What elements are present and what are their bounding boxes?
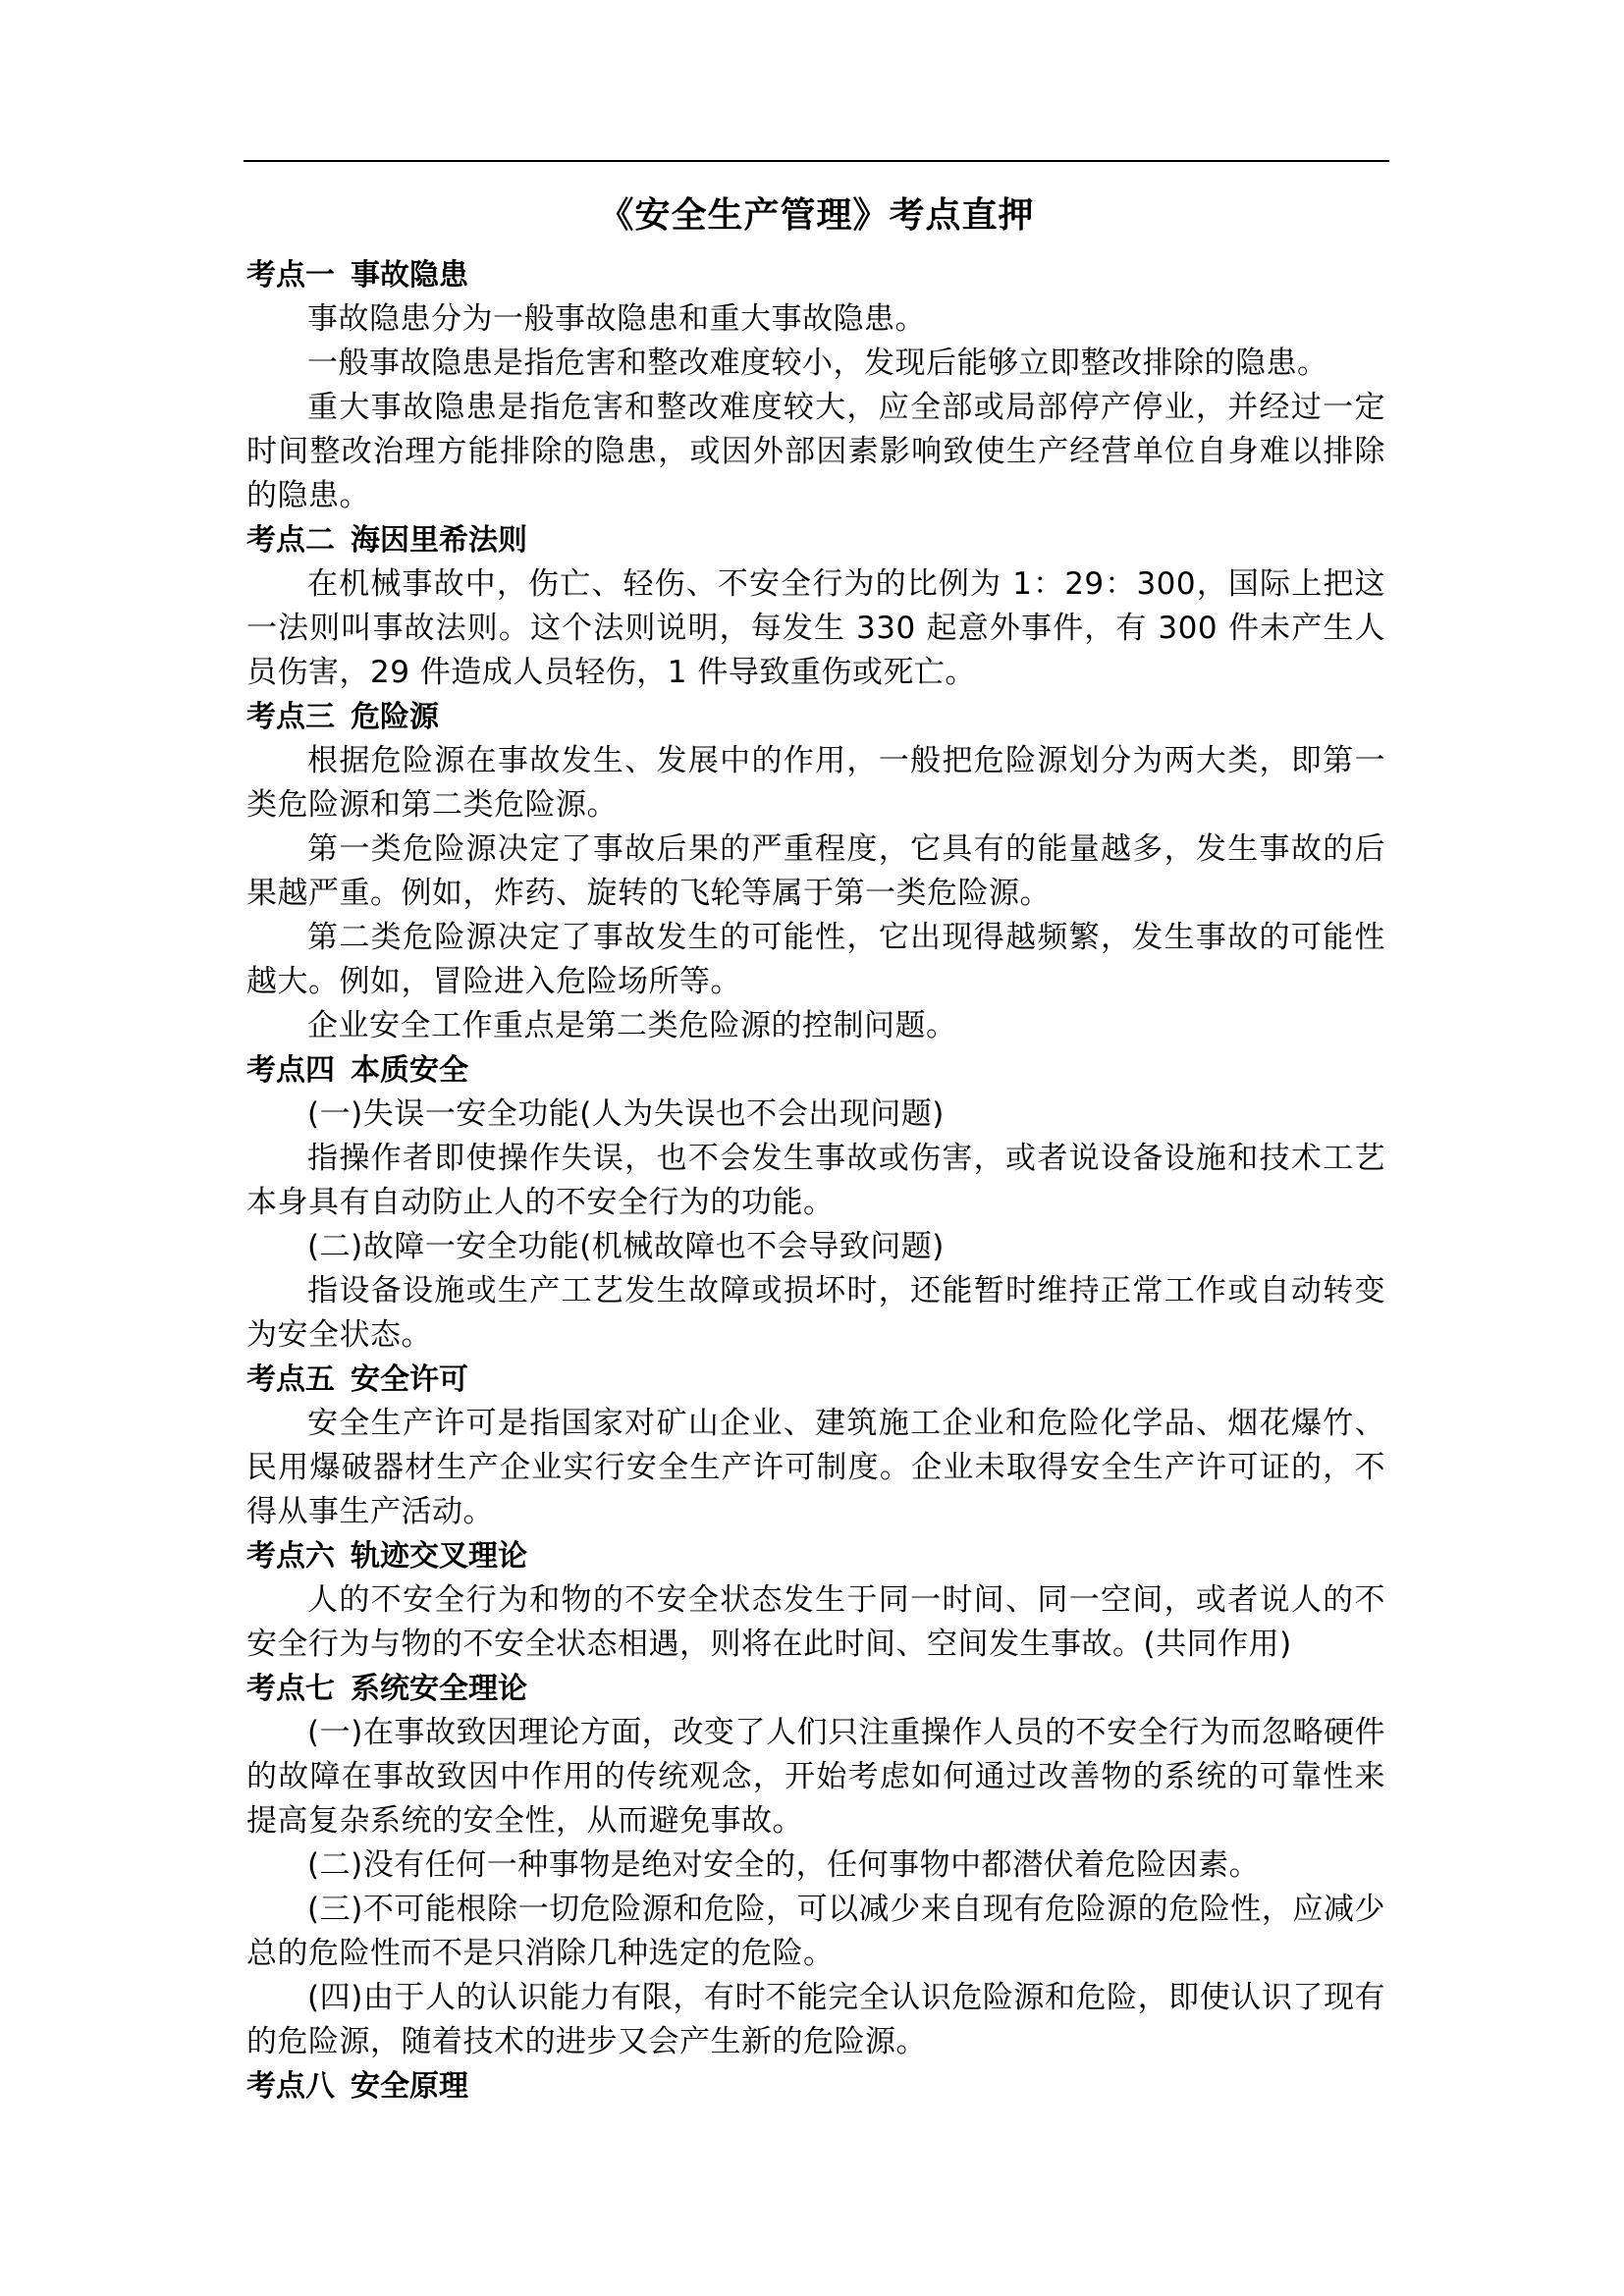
section-number: 考点一 bbox=[246, 258, 335, 293]
section-paragraph: 根据危险源在事故发生、发展中的作用，一般把危险源划分为两大类，即第一类危险源和第二类危险源。 bbox=[246, 743, 1385, 823]
section-number: 考点七 bbox=[246, 1672, 335, 1706]
section-number: 考点三 bbox=[246, 700, 335, 734]
section-paragraph: (三)不可能根除一切危险源和危险，可以减少来自现有危险源的危险性，应减少总的危险性而不是只消除几种选定的危险。 bbox=[246, 1892, 1385, 1971]
section-heading bbox=[246, 695, 1385, 739]
section-heading bbox=[246, 518, 1385, 562]
section-heading bbox=[246, 1048, 1385, 1093]
section-title: 海因里希法则 bbox=[351, 523, 527, 558]
section-title: 本质安全 bbox=[351, 1053, 468, 1088]
section-paragraph: 指操作者即使操作失误，也不会发生事故或伤害，或者说设备设施和技术工艺本身具有自动防止人的不安全行为的功能。 bbox=[246, 1141, 1385, 1220]
section-title: 安全许可 bbox=[351, 1362, 468, 1397]
document-body bbox=[246, 253, 1385, 2109]
section-paragraph: (一)在事故致因理论方面，改变了人们只注重操作人员的不安全行为而忽略硬件的故障在事故致因中作用的传统观念，开始考虑如何通过改善物的系统的可靠性来提高复杂系统的安全性，从而避免事故。 bbox=[246, 1715, 1385, 1839]
section-number: 考点八 bbox=[246, 2069, 335, 2104]
section-paragraph: (一)失误一安全功能(人为失误也不会出现问题) bbox=[307, 1096, 945, 1132]
section-heading bbox=[246, 1358, 1385, 1402]
section-heading bbox=[246, 1667, 1385, 1711]
section-title: 事故隐患 bbox=[351, 258, 468, 293]
section-paragraph: 人的不安全行为和物的不安全状态发生于同一时间、同一空间，或者说人的不安全行为与物的不安全状态相遇，则将在此时间、空间发生事故。(共同作用) bbox=[246, 1582, 1385, 1662]
section-number: 考点四 bbox=[246, 1053, 335, 1088]
header-rule bbox=[244, 160, 1389, 162]
section-paragraph: 第一类危险源决定了事故后果的严重程度，它具有的能量越多，发生事故的后果越严重。例如，炸药、旋转的飞轮等属于第一类危险源。 bbox=[246, 831, 1385, 911]
section-number: 考点二 bbox=[246, 523, 335, 558]
section-paragraph: 安全生产许可是指国家对矿山企业、建筑施工企业和危险化学品、烟花爆竹、民用爆破器材生产企业实行安全生产许可制度。企业未取得安全生产许可证的，不得从事生产活动。 bbox=[246, 1406, 1385, 1529]
section-title: 安全原理 bbox=[351, 2069, 468, 2104]
section-paragraph: 一般事故隐患是指危害和整改难度较小，发现后能够立即整改排除的隐患。 bbox=[307, 346, 1328, 381]
section-heading bbox=[246, 1534, 1385, 1578]
section-heading bbox=[246, 253, 1385, 297]
section-paragraph: (四)由于人的认识能力有限，有时不能完全认识危险源和危险，即使认识了现有的危险源，随着技术的进步又会产生新的危险源。 bbox=[246, 1980, 1385, 2059]
section-paragraph: 第二类危险源决定了事故发生的可能性，它出现得越频繁，发生事故的可能性越大。例如，冒险进入危险场所等。 bbox=[246, 920, 1385, 999]
document-title: 《安全生产管理》考点直押 bbox=[598, 195, 1035, 236]
section-paragraph: 重大事故隐患是指危害和整改难度较大，应全部或局部停产停业，并经过一定时间整改治理方能排除的隐患，或因外部因素影响致使生产经营单位自身难以排除的隐患。 bbox=[246, 390, 1385, 513]
section-paragraph: 企业安全工作重点是第二类危险源的控制问题。 bbox=[307, 1008, 957, 1043]
section-number: 考点六 bbox=[246, 1539, 335, 1574]
section-paragraph: (二)故障一安全功能(机械故障也不会导致问题) bbox=[307, 1229, 945, 1264]
section-number: 考点五 bbox=[246, 1362, 335, 1397]
section-paragraph: 在机械事故中，伤亡、轻伤、不安全行为的比例为 1：29：300，国际上把这一法则叫事故法则。这个法则说明，每发生 330 起意外事件，有 300 件未产生人员伤害，29 件造成人员轻伤，1 件导致重伤或死亡。 bbox=[246, 566, 1385, 690]
section-title: 危险源 bbox=[351, 700, 439, 734]
section-paragraph: (二)没有任何一种事物是绝对安全的，任何事物中都潜伏着危险因素。 bbox=[307, 1847, 1261, 1883]
section-title: 系统安全理论 bbox=[351, 1672, 527, 1706]
section-paragraph: 事故隐患分为一般事故隐患和重大事故隐患。 bbox=[307, 301, 926, 337]
section-paragraph: 指设备设施或生产工艺发生故障或损坏时，还能暂时维持正常工作或自动转变为安全状态。 bbox=[246, 1273, 1385, 1353]
section-heading bbox=[246, 2064, 1385, 2109]
section-title: 轨迹交叉理论 bbox=[351, 1539, 527, 1574]
